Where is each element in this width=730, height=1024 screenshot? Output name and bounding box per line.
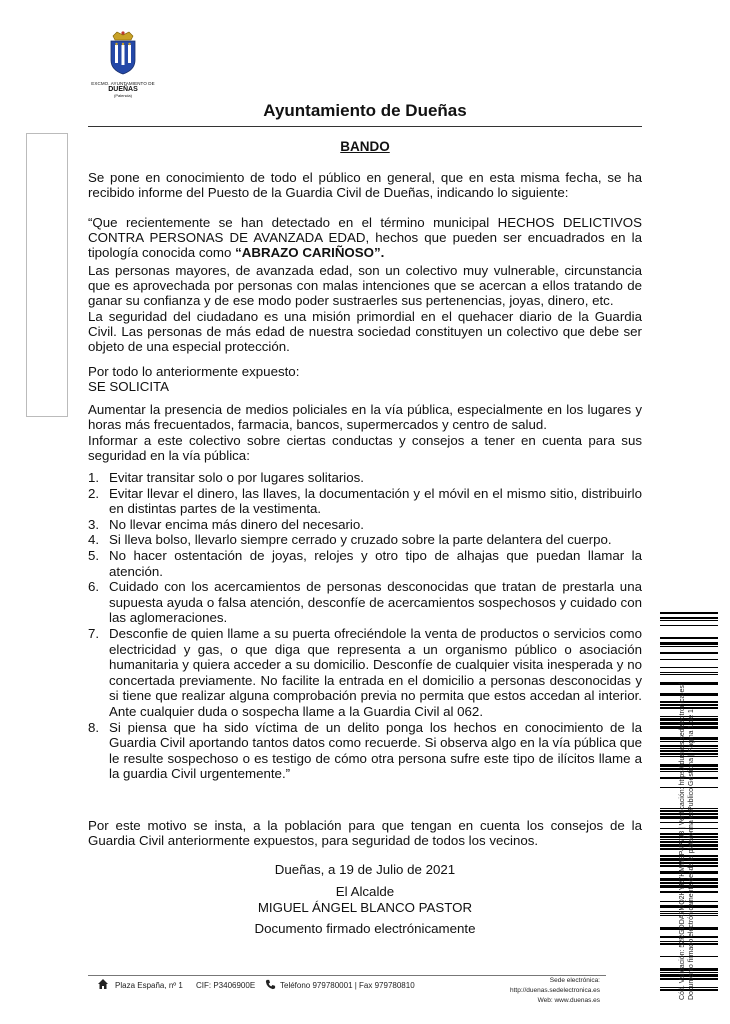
document-heading: BANDO <box>340 139 390 154</box>
quote-paragraph-3: La seguridad del ciudadano es una misión primordial en el quehacer diario de la Guardia Civil. Las personas de más edad de nuestra sociedad constituyen un colectivo que debe ser objeto de una especial protección. <box>88 309 642 355</box>
list-item <box>88 517 642 533</box>
logo-line-2: DUEÑAS <box>108 86 138 93</box>
intro-paragraph: Se pone en conocimiento de todo el público en general, que en esta misma fecha, se ha recibido informe del Puesto de la Guardia Civil de Dueñas, indicando lo siguiente: <box>88 170 642 201</box>
logo-line-3: (Palencia) <box>113 93 132 98</box>
footer-web-block <box>460 976 600 1006</box>
home-icon <box>97 978 109 990</box>
municipal-logo <box>91 30 155 98</box>
footer-phone: Teléfono 979780001 | Fax 979780810 <box>280 981 415 990</box>
list-item-text: No llevar encima más dinero del necesario. <box>109 516 364 532</box>
list-item <box>88 626 642 720</box>
validation-code: Cód. Validación: 52RGDDA7MQ2HYR7HMMEP4P7J3 | Verificación: https://duenas.sedelectronica.es/ <box>679 683 686 1000</box>
list-item-number: 6. <box>88 579 100 595</box>
list-item-text: Si piensa que ha sido víctima de un delito ponga los hechos en conocimiento de la Guardia Civil aportando tantos datos como recuerde. Si observa algo en la vía pública que le resulte sospechoso o es testigo de cómo otra persona sufre este tipo de ilícitos llame a la guardia Civil urgentemente.” <box>109 719 642 782</box>
signature-role: El Alcalde <box>335 884 395 899</box>
list-item <box>88 579 642 626</box>
phone-icon <box>265 979 276 990</box>
closing-paragraph: Por este motivo se insta, a la población para que tengan en cuenta los consejos de la Guardia Civil anteriormente expuestos, para seguridad de todos los vecinos. <box>88 818 642 849</box>
por-todo-line: Por todo lo anteriormente expuesto: <box>88 364 300 379</box>
signature-note: Documento firmado electrónicamente <box>254 921 476 936</box>
platform-note: Documento firmado electrónicamente desde la plataforma esPublico Gestiona | Página 1 de 1 <box>688 709 695 1000</box>
footer-web[interactable]: Web: www.duenas.es <box>537 997 600 1004</box>
quote-text: “Que recientemente se han detectado en el término municipal HECHOS DELICTIVOS CONTRA PERSONAS DE AVANZADA EDAD, hechos que pueden ser encuadrados en la tipología conocida como <box>88 215 642 261</box>
list-item-number: 3. <box>88 516 100 532</box>
validation-side-text <box>678 620 696 1000</box>
list-item-number: 7. <box>88 625 100 641</box>
list-item-text: Desconfie de quien llame a su puerta ofreciéndole la venta de productos o servicios como electricidad y gas, o que diga que representa a un organismo público o asociación humanitaria y quiera acceder a su domicilio. Desconfíe de cualquier visita inesperada y no concertada previamente. No facilite la entrada en el domicilio a personas desconocidas y si tiene que realizar alguna comprobación previa no permita que estos accedan al interior. Ante cualquier duda o sospecha llame a la Guardia Civil al 062. <box>109 625 642 719</box>
se-solicita-line: SE SOLICITA <box>88 379 170 394</box>
quote-paragraph-1 <box>88 215 642 261</box>
list-item-number: 5. <box>88 547 100 563</box>
quote-bold-term: “ABRAZO CARIÑOSO”. <box>235 245 385 261</box>
list-item <box>88 720 642 782</box>
list-item-number: 8. <box>88 719 100 735</box>
list-item-text: Si lleva bolso, llevarlo siempre cerrado y cruzado sobre la parte delantera del cuerpo. <box>109 532 612 548</box>
page-title: Ayuntamiento de Dueñas <box>263 101 467 120</box>
title-divider <box>88 126 642 127</box>
list-item <box>88 548 642 579</box>
list-item-number: 4. <box>88 532 100 548</box>
coat-of-arms-icon <box>107 30 139 76</box>
list-item <box>88 486 642 517</box>
list-item-text: Evitar transitar solo o por lugares solitarios. <box>109 470 364 485</box>
list-item-text: Evitar llevar el dinero, las llaves, la documentación y el móvil en el mismo sitio, distribuirlo en distintas partes de la vestimenta. <box>109 485 642 517</box>
footer-address: Plaza España, nº 1 <box>115 981 183 990</box>
informar-paragraph: Informar a este colectivo sobre ciertas conductas y consejos a tener en cuenta para sus seguridad en la vía pública: <box>88 433 642 464</box>
signature-date: Dueñas, a 19 de Julio de 2021 <box>274 862 456 877</box>
list-item <box>88 532 642 548</box>
footer-cif: CIF: P3406900E <box>196 981 256 990</box>
list-item <box>88 470 642 486</box>
list-item-number: 1. <box>88 470 100 485</box>
list-item-text: Cuidado con los acercamientos de personas desconocidas que tratan de prestarla una supuesta ayuda o falsa atención, desconfíe de acercamientos sospechosos y cuidado con las aglomeraciones. <box>109 579 642 626</box>
list-item-number: 2. <box>88 485 100 501</box>
aumentar-paragraph: Aumentar la presencia de medios policiales en la vía pública, especialmente en los lugares y horas más frecuentados, farmacia, bancos, supermercados y centro de salud. <box>88 402 642 433</box>
advice-list <box>88 470 642 782</box>
footer-sede[interactable]: Sede electrónica: http://duenas.sedelectronica.es <box>510 977 600 994</box>
list-item-text: No hacer ostentación de joyas, relojes y otro tipo de alhajas que puedan llamar la atención. <box>109 547 642 579</box>
logo-line-1: EXCMO. AYUNTAMIENTO DE <box>91 81 155 86</box>
signature-name: MIGUEL ÁNGEL BLANCO PASTOR <box>257 900 473 915</box>
quote-paragraph-2: Las personas mayores, de avanzada edad, son un colectivo muy vulnerable, circunstancia que es aprovechada por personas con malas intenciones que se acercan a ellos tratando de ganar su confianza y de ese modo poder sustraerles sus pertenencias, joyas, dinero, etc. <box>88 263 642 309</box>
registry-stamp-box <box>26 133 68 417</box>
